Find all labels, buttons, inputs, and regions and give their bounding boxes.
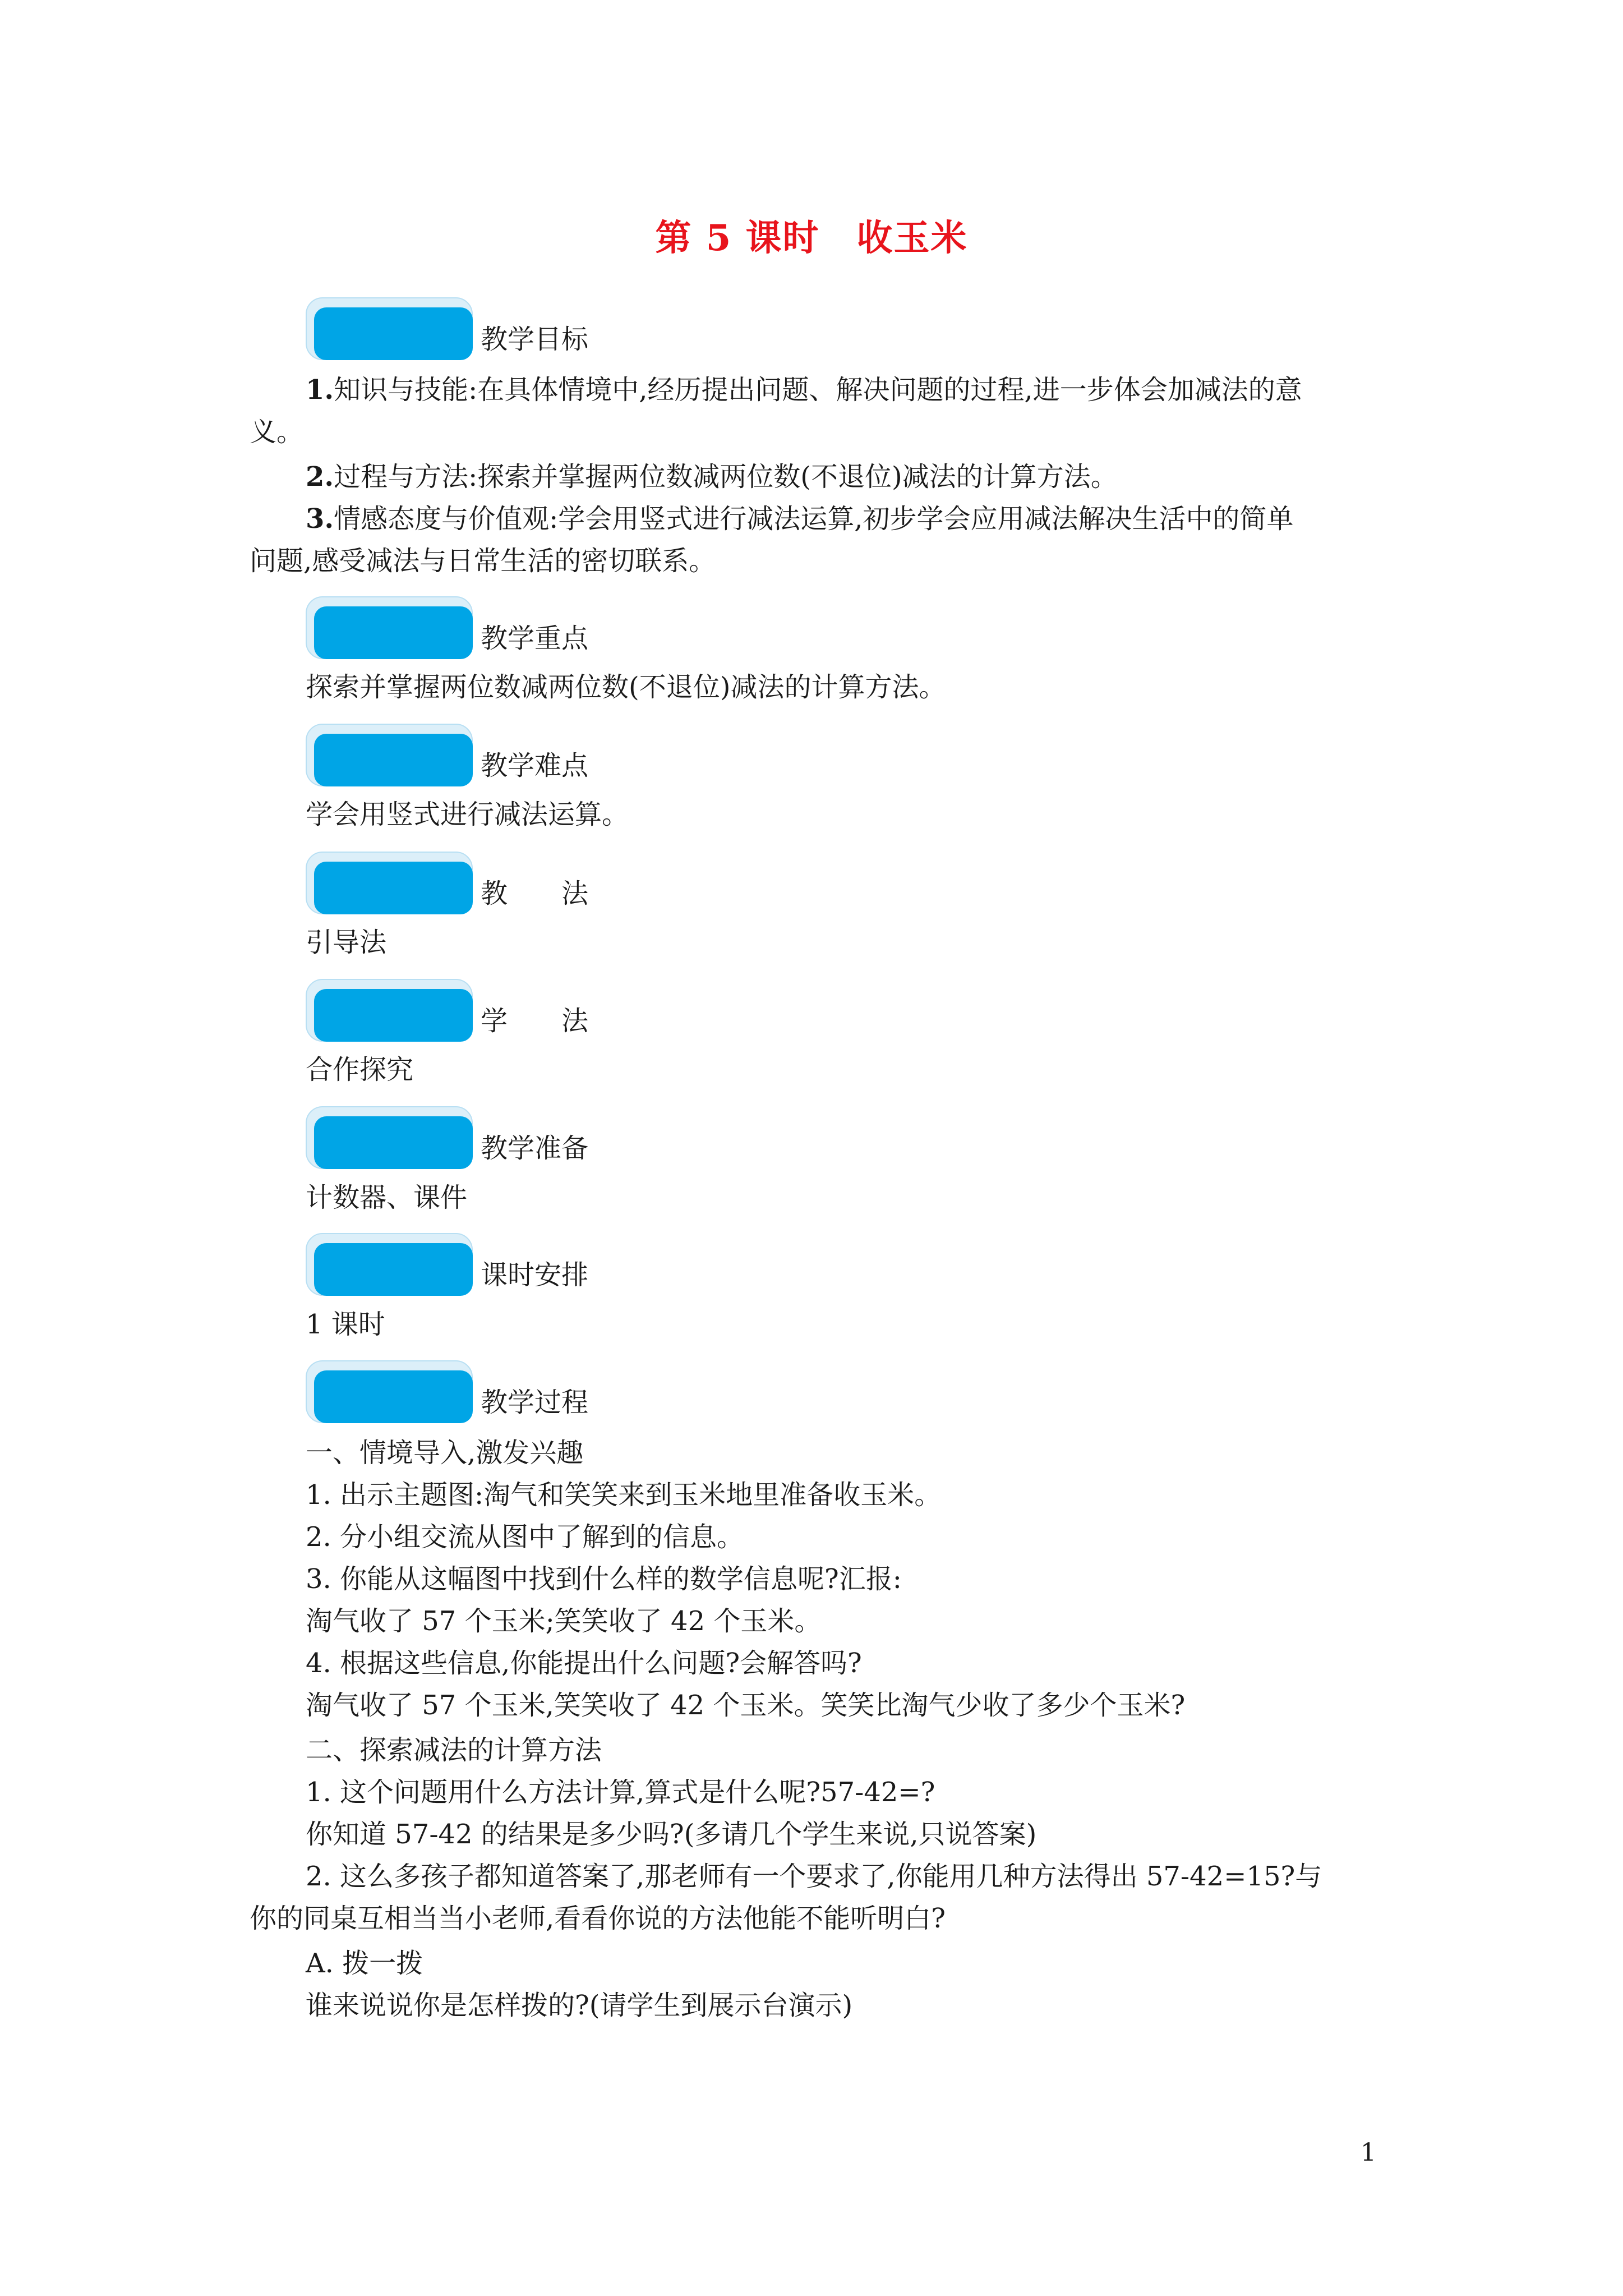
section-badge-icon [306, 297, 473, 362]
section-heading: 课时安排 [481, 1259, 589, 1291]
process-line-13: A. 拨一拨 [306, 1948, 423, 1979]
process-line-2: 1. 出示主题图:淘气和笑笑来到玉米地里准备收玉米。 [306, 1479, 942, 1511]
section-heading: 教学目标 [481, 324, 589, 355]
section-heading: 教学难点 [481, 750, 589, 781]
objective-item-3: 3.情感态度与价值观:学会用竖式进行减法运算,初步学会应用减法解决生活中的简单 [306, 503, 1294, 535]
section-badge-icon [306, 724, 473, 788]
process-line-4: 3. 你能从这幅图中找到什么样的数学信息呢?汇报: [306, 1563, 902, 1595]
section-badge-icon [306, 1360, 473, 1425]
key-point-text: 探索并掌握两位数减两位数(不退位)减法的计算方法。 [306, 671, 946, 703]
section-heading: 教学过程 [481, 1387, 589, 1418]
section-label-preparation [306, 1106, 642, 1171]
section-badge-icon [306, 596, 473, 661]
section-heading: 教学准备 [481, 1133, 589, 1164]
page-number: 1 [1361, 2138, 1376, 2167]
section-badge-icon [306, 979, 473, 1043]
process-line-3: 2. 分小组交流从图中了解到的信息。 [306, 1521, 744, 1553]
process-line-6: 4. 根据这些信息,你能提出什么问题?会解答吗? [306, 1648, 862, 1679]
section-heading: 学 法 [481, 1005, 589, 1037]
section-label-key-point [306, 596, 642, 661]
objective-item-1: 1.知识与技能:在具体情境中,经历提出问题、解决问题的过程,进一步体会加减法的意 [306, 374, 1302, 406]
process-line-10: 你知道 57-42 的结果是多少吗?(多请几个学生来说,只说答案) [306, 1819, 1037, 1850]
process-line-9: 1. 这个问题用什么方法计算,算式是什么呢?57-42=? [306, 1777, 935, 1808]
objective-item-3-cont: 问题,感受减法与日常生活的密切联系。 [250, 545, 716, 577]
process-line-12: 你的同桌互相当当小老师,看看你说的方法他能不能听明白? [250, 1903, 946, 1934]
section-label-schedule [306, 1233, 642, 1297]
section-badge-icon [306, 852, 473, 916]
process-line-8: 二、探索减法的计算方法 [306, 1734, 602, 1766]
section-label-objectives [306, 297, 642, 362]
section-heading: 教 法 [481, 878, 589, 909]
process-line-7: 淘气收了 57 个玉米,笑笑收了 42 个玉米。笑笑比淘气少收了多少个玉米? [306, 1690, 1186, 1721]
section-label-teaching-method [306, 852, 642, 916]
section-label-learning-method [306, 979, 642, 1043]
schedule-text: 1 课时 [306, 1309, 385, 1340]
preparation-text: 计数器、课件 [306, 1182, 468, 1213]
objective-item-2: 2.过程与方法:探索并掌握两位数减两位数(不退位)减法的计算方法。 [306, 461, 1118, 493]
process-line-5: 淘气收了 57 个玉米;笑笑收了 42 个玉米。 [306, 1605, 822, 1637]
section-heading: 教学重点 [481, 623, 589, 654]
process-line-11: 2. 这么多孩子都知道答案了,那老师有一个要求了,你能用几种方法得出 57-42=15?与 [306, 1861, 1322, 1892]
page-title: 第 5 课时 收玉米 [655, 217, 968, 259]
difficulty-text: 学会用竖式进行减法运算。 [306, 799, 629, 830]
section-label-difficulty [306, 724, 642, 788]
learning-method-text: 合作探究 [306, 1054, 414, 1085]
objective-item-1-cont: 义。 [250, 416, 304, 448]
section-label-process [306, 1360, 642, 1425]
section-badge-icon [306, 1233, 473, 1297]
process-line-14: 谁来说说你是怎样拨的?(请学生到展示台演示) [306, 1990, 853, 2021]
teaching-method-text: 引导法 [306, 927, 387, 958]
process-line-1: 一、情境导入,激发兴趣 [306, 1437, 584, 1469]
section-badge-icon [306, 1106, 473, 1171]
